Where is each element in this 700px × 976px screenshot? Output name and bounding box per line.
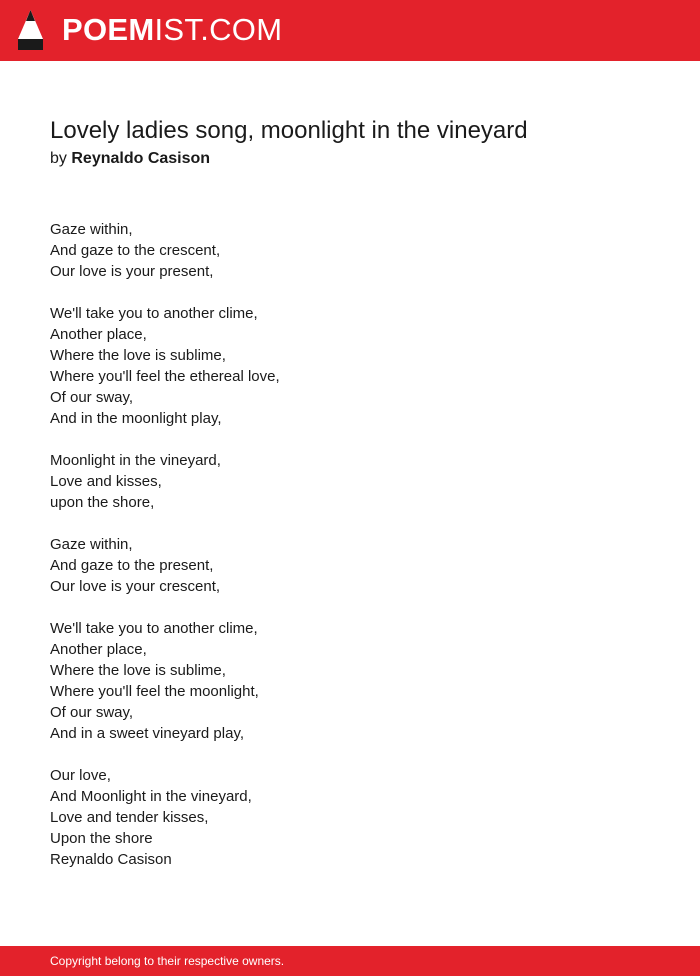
poem-line: Our love is your crescent, xyxy=(50,578,221,595)
logo-text-light: IST.COM xyxy=(154,12,283,47)
logo-text-bold: POEM xyxy=(62,12,155,47)
poem-line: Where you'll feel the ethereal love, xyxy=(50,368,280,385)
by-label: by xyxy=(50,150,67,167)
poem-line: We'll take you to another clime, xyxy=(50,305,258,322)
poem-line: We'll take you to another clime, xyxy=(50,620,258,637)
author-name: Reynaldo Casison xyxy=(71,150,211,167)
site-logo[interactable] xyxy=(62,12,282,48)
poem-line: Reynaldo Casison xyxy=(50,851,172,868)
pencil-tip-icon xyxy=(17,9,44,51)
poem-line: Upon the shore xyxy=(50,830,153,847)
poem-line: Where the love is sublime, xyxy=(50,347,226,364)
copyright-text: Copyright belong to their respective owners. xyxy=(50,954,285,968)
poem-line: Another place, xyxy=(50,641,147,658)
poem-line: And gaze to the present, xyxy=(50,557,214,574)
poem-stanza xyxy=(50,219,650,282)
poem-line: Our love is your present, xyxy=(50,263,214,280)
poem-line: Gaze within, xyxy=(50,536,133,553)
poem-stanza xyxy=(50,450,650,513)
poem-line: And Moonlight in the vineyard, xyxy=(50,788,252,805)
poem-line: Another place, xyxy=(50,326,147,343)
poem-body xyxy=(50,219,650,891)
poem-line: Where the love is sublime, xyxy=(50,662,226,679)
poem-line: Our love, xyxy=(50,767,111,784)
poem-line: Where you'll feel the moonlight, xyxy=(50,683,259,700)
poem-line: Love and kisses, xyxy=(50,473,162,490)
poem-line: And in the moonlight play, xyxy=(50,410,222,427)
poem-stanza xyxy=(50,765,650,870)
poem-title: Lovely ladies song, moonlight in the vineyard xyxy=(50,117,528,144)
poem-line: Of our sway, xyxy=(50,389,134,406)
poem-line: Moonlight in the vineyard, xyxy=(50,452,221,469)
header-bar xyxy=(0,0,700,61)
poem-line: And in a sweet vineyard play, xyxy=(50,725,244,742)
poem-line: Of our sway, xyxy=(50,704,134,721)
poem-line: Love and tender kisses, xyxy=(50,809,209,826)
poem-stanza xyxy=(50,303,650,429)
poem-line: And gaze to the crescent, xyxy=(50,242,221,259)
footer-bar xyxy=(0,946,700,976)
poem-line: Gaze within, xyxy=(50,221,133,238)
byline xyxy=(50,149,210,169)
poem-stanza xyxy=(50,618,650,744)
poem-line: upon the shore, xyxy=(50,494,155,511)
poem-stanza xyxy=(50,534,650,597)
